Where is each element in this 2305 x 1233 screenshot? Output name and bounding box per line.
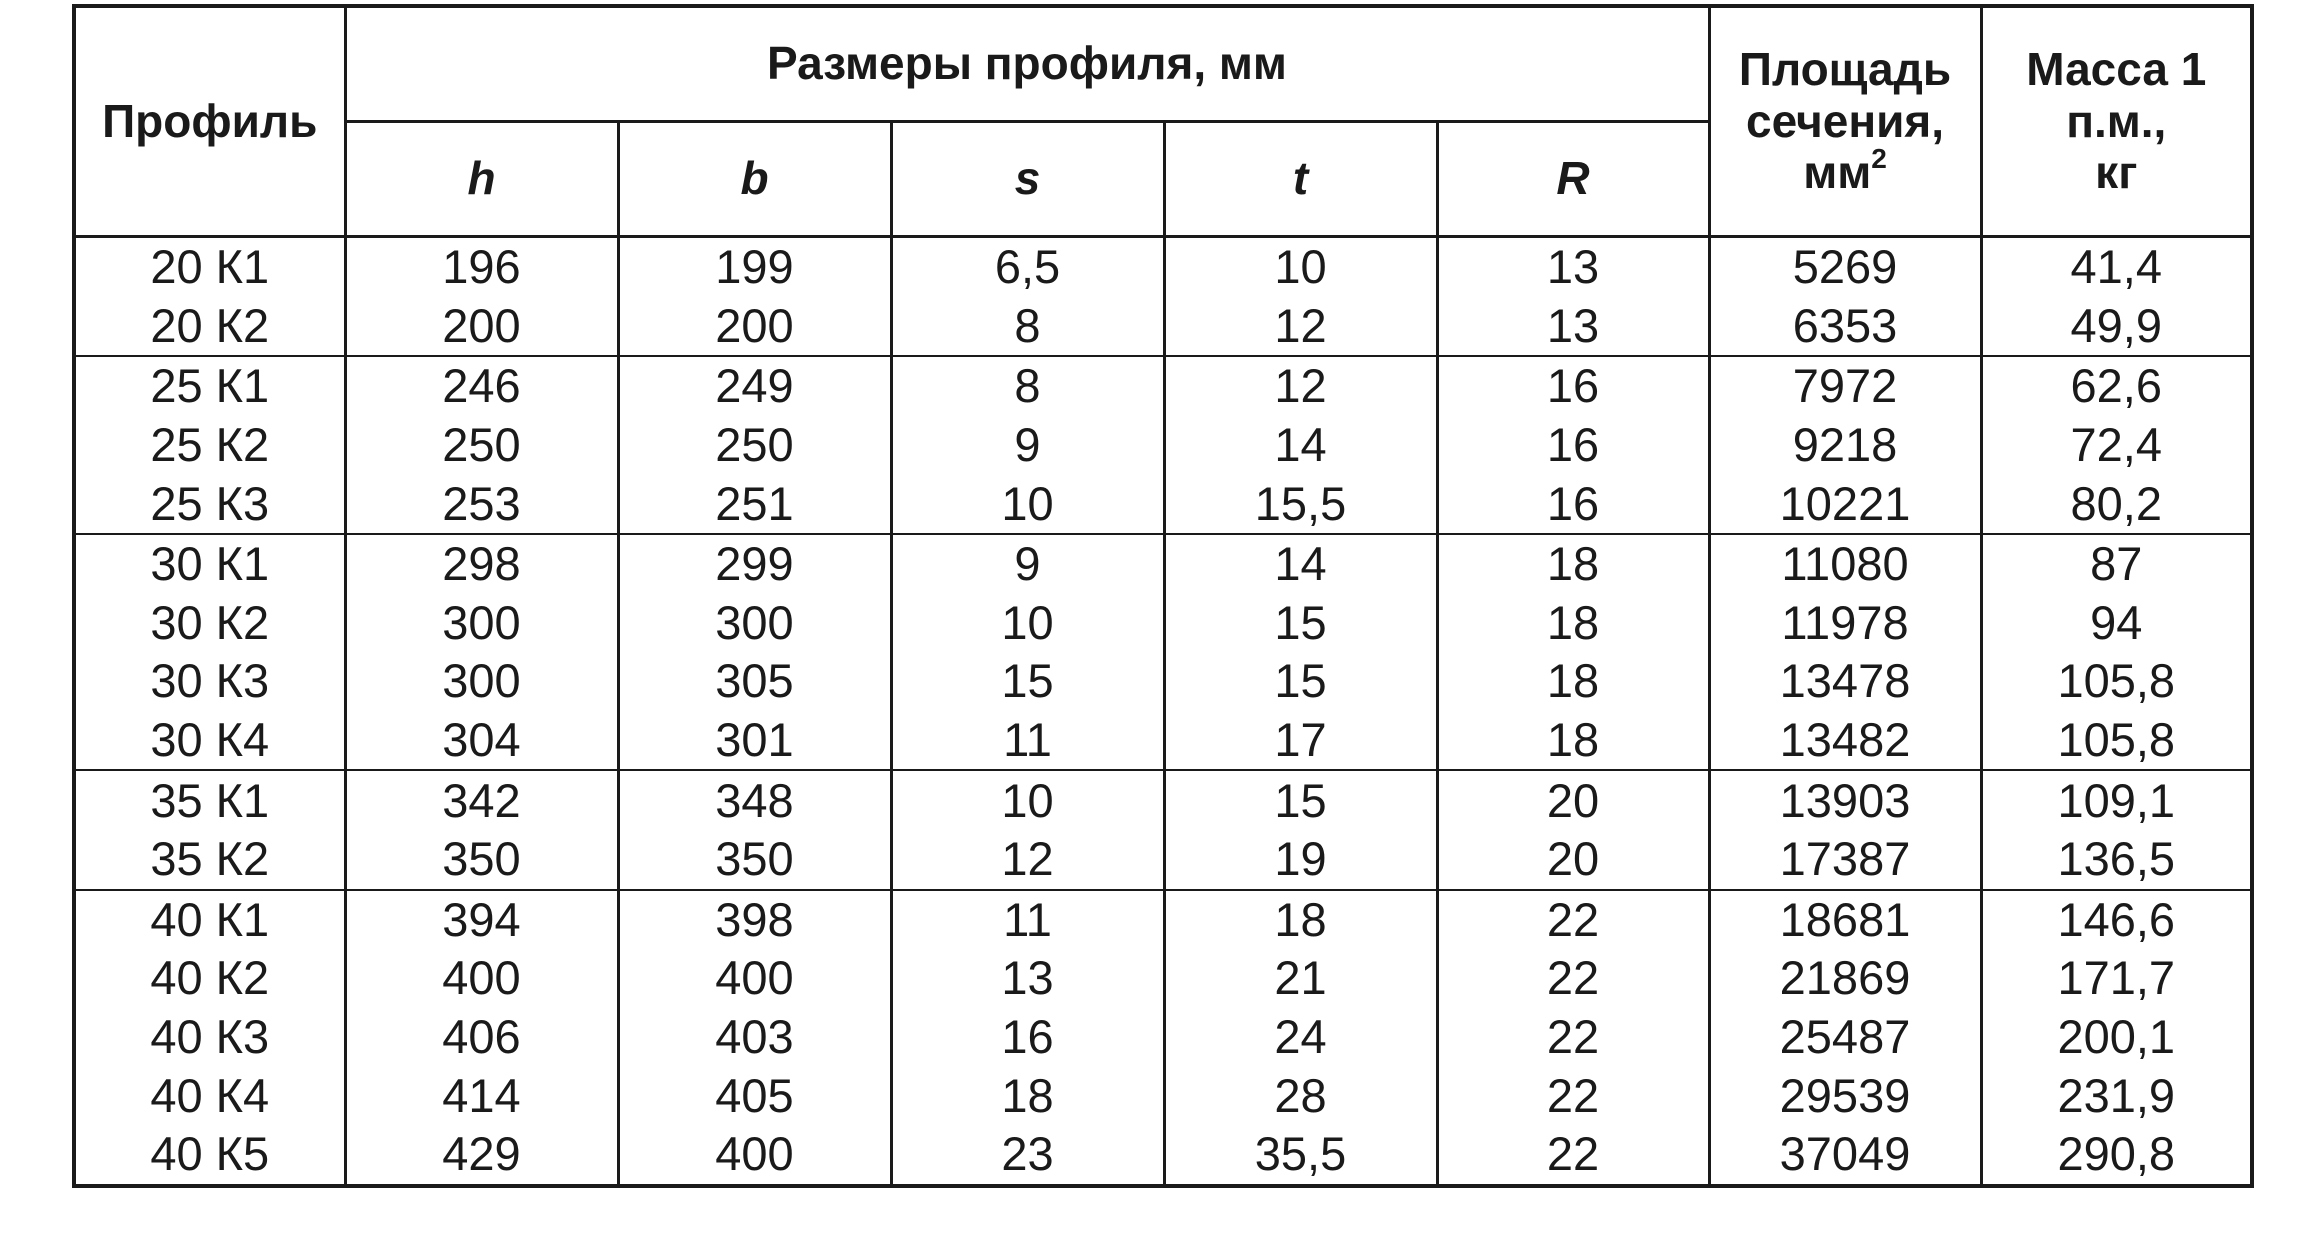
table-row xyxy=(74,652,2252,711)
cell-r: 22 xyxy=(1437,949,1709,1008)
cell-area: 9218 xyxy=(1709,416,1981,475)
cell-profile: 40 К2 xyxy=(74,949,345,1008)
cell-t: 15,5 xyxy=(1164,474,1437,534)
cell-area: 18681 xyxy=(1709,890,1981,950)
cell-profile: 40 К3 xyxy=(74,1008,345,1067)
cell-mass: 200,1 xyxy=(1981,1008,2252,1067)
cell-area: 13478 xyxy=(1709,652,1981,711)
cell-profile: 30 К4 xyxy=(74,711,345,771)
cell-t: 14 xyxy=(1164,534,1437,594)
dim-header-r-label: R xyxy=(1556,152,1590,205)
cell-r: 18 xyxy=(1437,534,1709,594)
cell-s: 11 xyxy=(891,711,1164,771)
dim-header-h xyxy=(345,122,618,237)
mass-header-line2: п.м., xyxy=(2066,94,2167,147)
table-row xyxy=(74,594,2252,653)
cell-b: 251 xyxy=(618,474,891,534)
cell-mass: 72,4 xyxy=(1981,416,2252,475)
cell-h: 300 xyxy=(345,652,618,711)
cell-r: 22 xyxy=(1437,1066,1709,1125)
cell-area: 25487 xyxy=(1709,1008,1981,1067)
cell-r: 22 xyxy=(1437,890,1709,950)
area-column-header xyxy=(1709,6,1981,237)
cell-profile: 25 К1 xyxy=(74,356,345,416)
table-header xyxy=(74,6,2252,237)
cell-h: 298 xyxy=(345,534,618,594)
cell-r: 13 xyxy=(1437,237,1709,297)
dim-header-b xyxy=(618,122,891,237)
cell-b: 300 xyxy=(618,594,891,653)
table-row xyxy=(74,949,2252,1008)
table-row xyxy=(74,890,2252,950)
cell-b: 400 xyxy=(618,949,891,1008)
dim-header-b-label: b xyxy=(740,152,769,205)
cell-area: 5269 xyxy=(1709,237,1981,297)
cell-r: 16 xyxy=(1437,416,1709,475)
cell-area: 37049 xyxy=(1709,1125,1981,1186)
cell-mass: 41,4 xyxy=(1981,237,2252,297)
dim-header-s xyxy=(891,122,1164,237)
cell-h: 250 xyxy=(345,416,618,475)
cell-mass: 290,8 xyxy=(1981,1125,2252,1186)
cell-b: 350 xyxy=(618,830,891,890)
table-row xyxy=(74,356,2252,416)
cell-s: 8 xyxy=(891,297,1164,357)
cell-s: 10 xyxy=(891,474,1164,534)
cell-mass: 105,8 xyxy=(1981,711,2252,771)
cell-h: 300 xyxy=(345,594,618,653)
table-row xyxy=(74,416,2252,475)
mass-header-line1: Масса 1 xyxy=(2026,43,2207,96)
cell-r: 18 xyxy=(1437,594,1709,653)
cell-r: 13 xyxy=(1437,297,1709,357)
cell-h: 394 xyxy=(345,890,618,950)
cell-t: 14 xyxy=(1164,416,1437,475)
cell-s: 10 xyxy=(891,770,1164,830)
cell-s: 10 xyxy=(891,594,1164,653)
cell-t: 17 xyxy=(1164,711,1437,771)
cell-s: 8 xyxy=(891,356,1164,416)
cell-mass: 87 xyxy=(1981,534,2252,594)
cell-h: 246 xyxy=(345,356,618,416)
cell-profile: 20 К1 xyxy=(74,237,345,297)
cell-s: 18 xyxy=(891,1066,1164,1125)
cell-s: 11 xyxy=(891,890,1164,950)
cell-s: 23 xyxy=(891,1125,1164,1186)
cell-mass: 62,6 xyxy=(1981,356,2252,416)
cell-b: 405 xyxy=(618,1066,891,1125)
cell-profile: 40 К4 xyxy=(74,1066,345,1125)
cell-area: 6353 xyxy=(1709,297,1981,357)
cell-mass: 49,9 xyxy=(1981,297,2252,357)
table-row xyxy=(74,770,2252,830)
table-row xyxy=(74,1066,2252,1125)
cell-r: 18 xyxy=(1437,652,1709,711)
cell-r: 16 xyxy=(1437,474,1709,534)
cell-s: 16 xyxy=(891,1008,1164,1067)
cell-profile: 30 К2 xyxy=(74,594,345,653)
cell-t: 15 xyxy=(1164,652,1437,711)
cell-r: 22 xyxy=(1437,1125,1709,1186)
cell-r: 16 xyxy=(1437,356,1709,416)
cell-area: 17387 xyxy=(1709,830,1981,890)
cell-h: 429 xyxy=(345,1125,618,1186)
cell-b: 348 xyxy=(618,770,891,830)
cell-b: 249 xyxy=(618,356,891,416)
cell-mass: 146,6 xyxy=(1981,890,2252,950)
dim-header-h-label: h xyxy=(467,152,496,205)
cell-profile: 35 К1 xyxy=(74,770,345,830)
cell-t: 35,5 xyxy=(1164,1125,1437,1186)
area-header-line2: сечения, xyxy=(1746,94,1945,147)
cell-mass: 80,2 xyxy=(1981,474,2252,534)
table-body xyxy=(74,237,2252,1186)
cell-t: 12 xyxy=(1164,356,1437,416)
dim-header-s-label: s xyxy=(1014,152,1041,205)
cell-r: 18 xyxy=(1437,711,1709,771)
cell-h: 253 xyxy=(345,474,618,534)
cell-r: 20 xyxy=(1437,770,1709,830)
cell-t: 12 xyxy=(1164,297,1437,357)
cell-b: 250 xyxy=(618,416,891,475)
cell-profile: 40 К1 xyxy=(74,890,345,950)
cell-b: 301 xyxy=(618,711,891,771)
cell-t: 21 xyxy=(1164,949,1437,1008)
table-row xyxy=(74,297,2252,357)
dim-header-t-label: t xyxy=(1292,152,1309,205)
cell-t: 28 xyxy=(1164,1066,1437,1125)
cell-h: 342 xyxy=(345,770,618,830)
cell-s: 12 xyxy=(891,830,1164,890)
cell-s: 15 xyxy=(891,652,1164,711)
cell-b: 299 xyxy=(618,534,891,594)
cell-r: 22 xyxy=(1437,1008,1709,1067)
table-row xyxy=(74,1008,2252,1067)
cell-s: 9 xyxy=(891,534,1164,594)
cell-t: 15 xyxy=(1164,770,1437,830)
mass-column-header xyxy=(1981,6,2252,237)
area-header-superscript: 2 xyxy=(1871,142,1887,174)
table-row xyxy=(74,830,2252,890)
cell-profile: 30 К3 xyxy=(74,652,345,711)
cell-h: 406 xyxy=(345,1008,618,1067)
area-header-unit: мм xyxy=(1803,146,1872,199)
cell-area: 11978 xyxy=(1709,594,1981,653)
cell-h: 414 xyxy=(345,1066,618,1125)
cell-h: 400 xyxy=(345,949,618,1008)
cell-h: 350 xyxy=(345,830,618,890)
profile-column-header: Профиль xyxy=(74,6,345,237)
cell-b: 199 xyxy=(618,237,891,297)
cell-t: 19 xyxy=(1164,830,1437,890)
cell-area: 13903 xyxy=(1709,770,1981,830)
cell-t: 15 xyxy=(1164,594,1437,653)
cell-h: 196 xyxy=(345,237,618,297)
cell-profile: 35 К2 xyxy=(74,830,345,890)
cell-b: 403 xyxy=(618,1008,891,1067)
cell-area: 29539 xyxy=(1709,1066,1981,1125)
cell-h: 304 xyxy=(345,711,618,771)
table-row xyxy=(74,474,2252,534)
cell-t: 24 xyxy=(1164,1008,1437,1067)
cell-profile: 25 К3 xyxy=(74,474,345,534)
cell-h: 200 xyxy=(345,297,618,357)
cell-mass: 94 xyxy=(1981,594,2252,653)
cell-r: 20 xyxy=(1437,830,1709,890)
cell-b: 400 xyxy=(618,1125,891,1186)
cell-b: 398 xyxy=(618,890,891,950)
cell-area: 21869 xyxy=(1709,949,1981,1008)
cell-profile: 40 К5 xyxy=(74,1125,345,1186)
cell-s: 6,5 xyxy=(891,237,1164,297)
cell-b: 305 xyxy=(618,652,891,711)
cell-mass: 231,9 xyxy=(1981,1066,2252,1125)
cell-area: 13482 xyxy=(1709,711,1981,771)
table-row xyxy=(74,1125,2252,1186)
table-row xyxy=(74,237,2252,297)
cell-s: 13 xyxy=(891,949,1164,1008)
cell-profile: 25 К2 xyxy=(74,416,345,475)
cell-mass: 171,7 xyxy=(1981,949,2252,1008)
profile-table xyxy=(72,4,2254,1188)
table-row xyxy=(74,534,2252,594)
dim-header-r xyxy=(1437,122,1709,237)
mass-header-unit: кг xyxy=(2095,146,2138,199)
cell-area: 7972 xyxy=(1709,356,1981,416)
cell-profile: 20 К2 xyxy=(74,297,345,357)
cell-mass: 136,5 xyxy=(1981,830,2252,890)
cell-area: 10221 xyxy=(1709,474,1981,534)
area-header-line1: Площадь xyxy=(1738,43,1952,96)
cell-area: 11080 xyxy=(1709,534,1981,594)
cell-t: 18 xyxy=(1164,890,1437,950)
profile-table-container xyxy=(72,4,2250,1188)
dimensions-group-header: Размеры профиля, мм xyxy=(345,6,1709,122)
cell-profile: 30 К1 xyxy=(74,534,345,594)
cell-t: 10 xyxy=(1164,237,1437,297)
dim-header-t xyxy=(1164,122,1437,237)
cell-mass: 109,1 xyxy=(1981,770,2252,830)
cell-b: 200 xyxy=(618,297,891,357)
cell-mass: 105,8 xyxy=(1981,652,2252,711)
cell-s: 9 xyxy=(891,416,1164,475)
table-row xyxy=(74,711,2252,771)
